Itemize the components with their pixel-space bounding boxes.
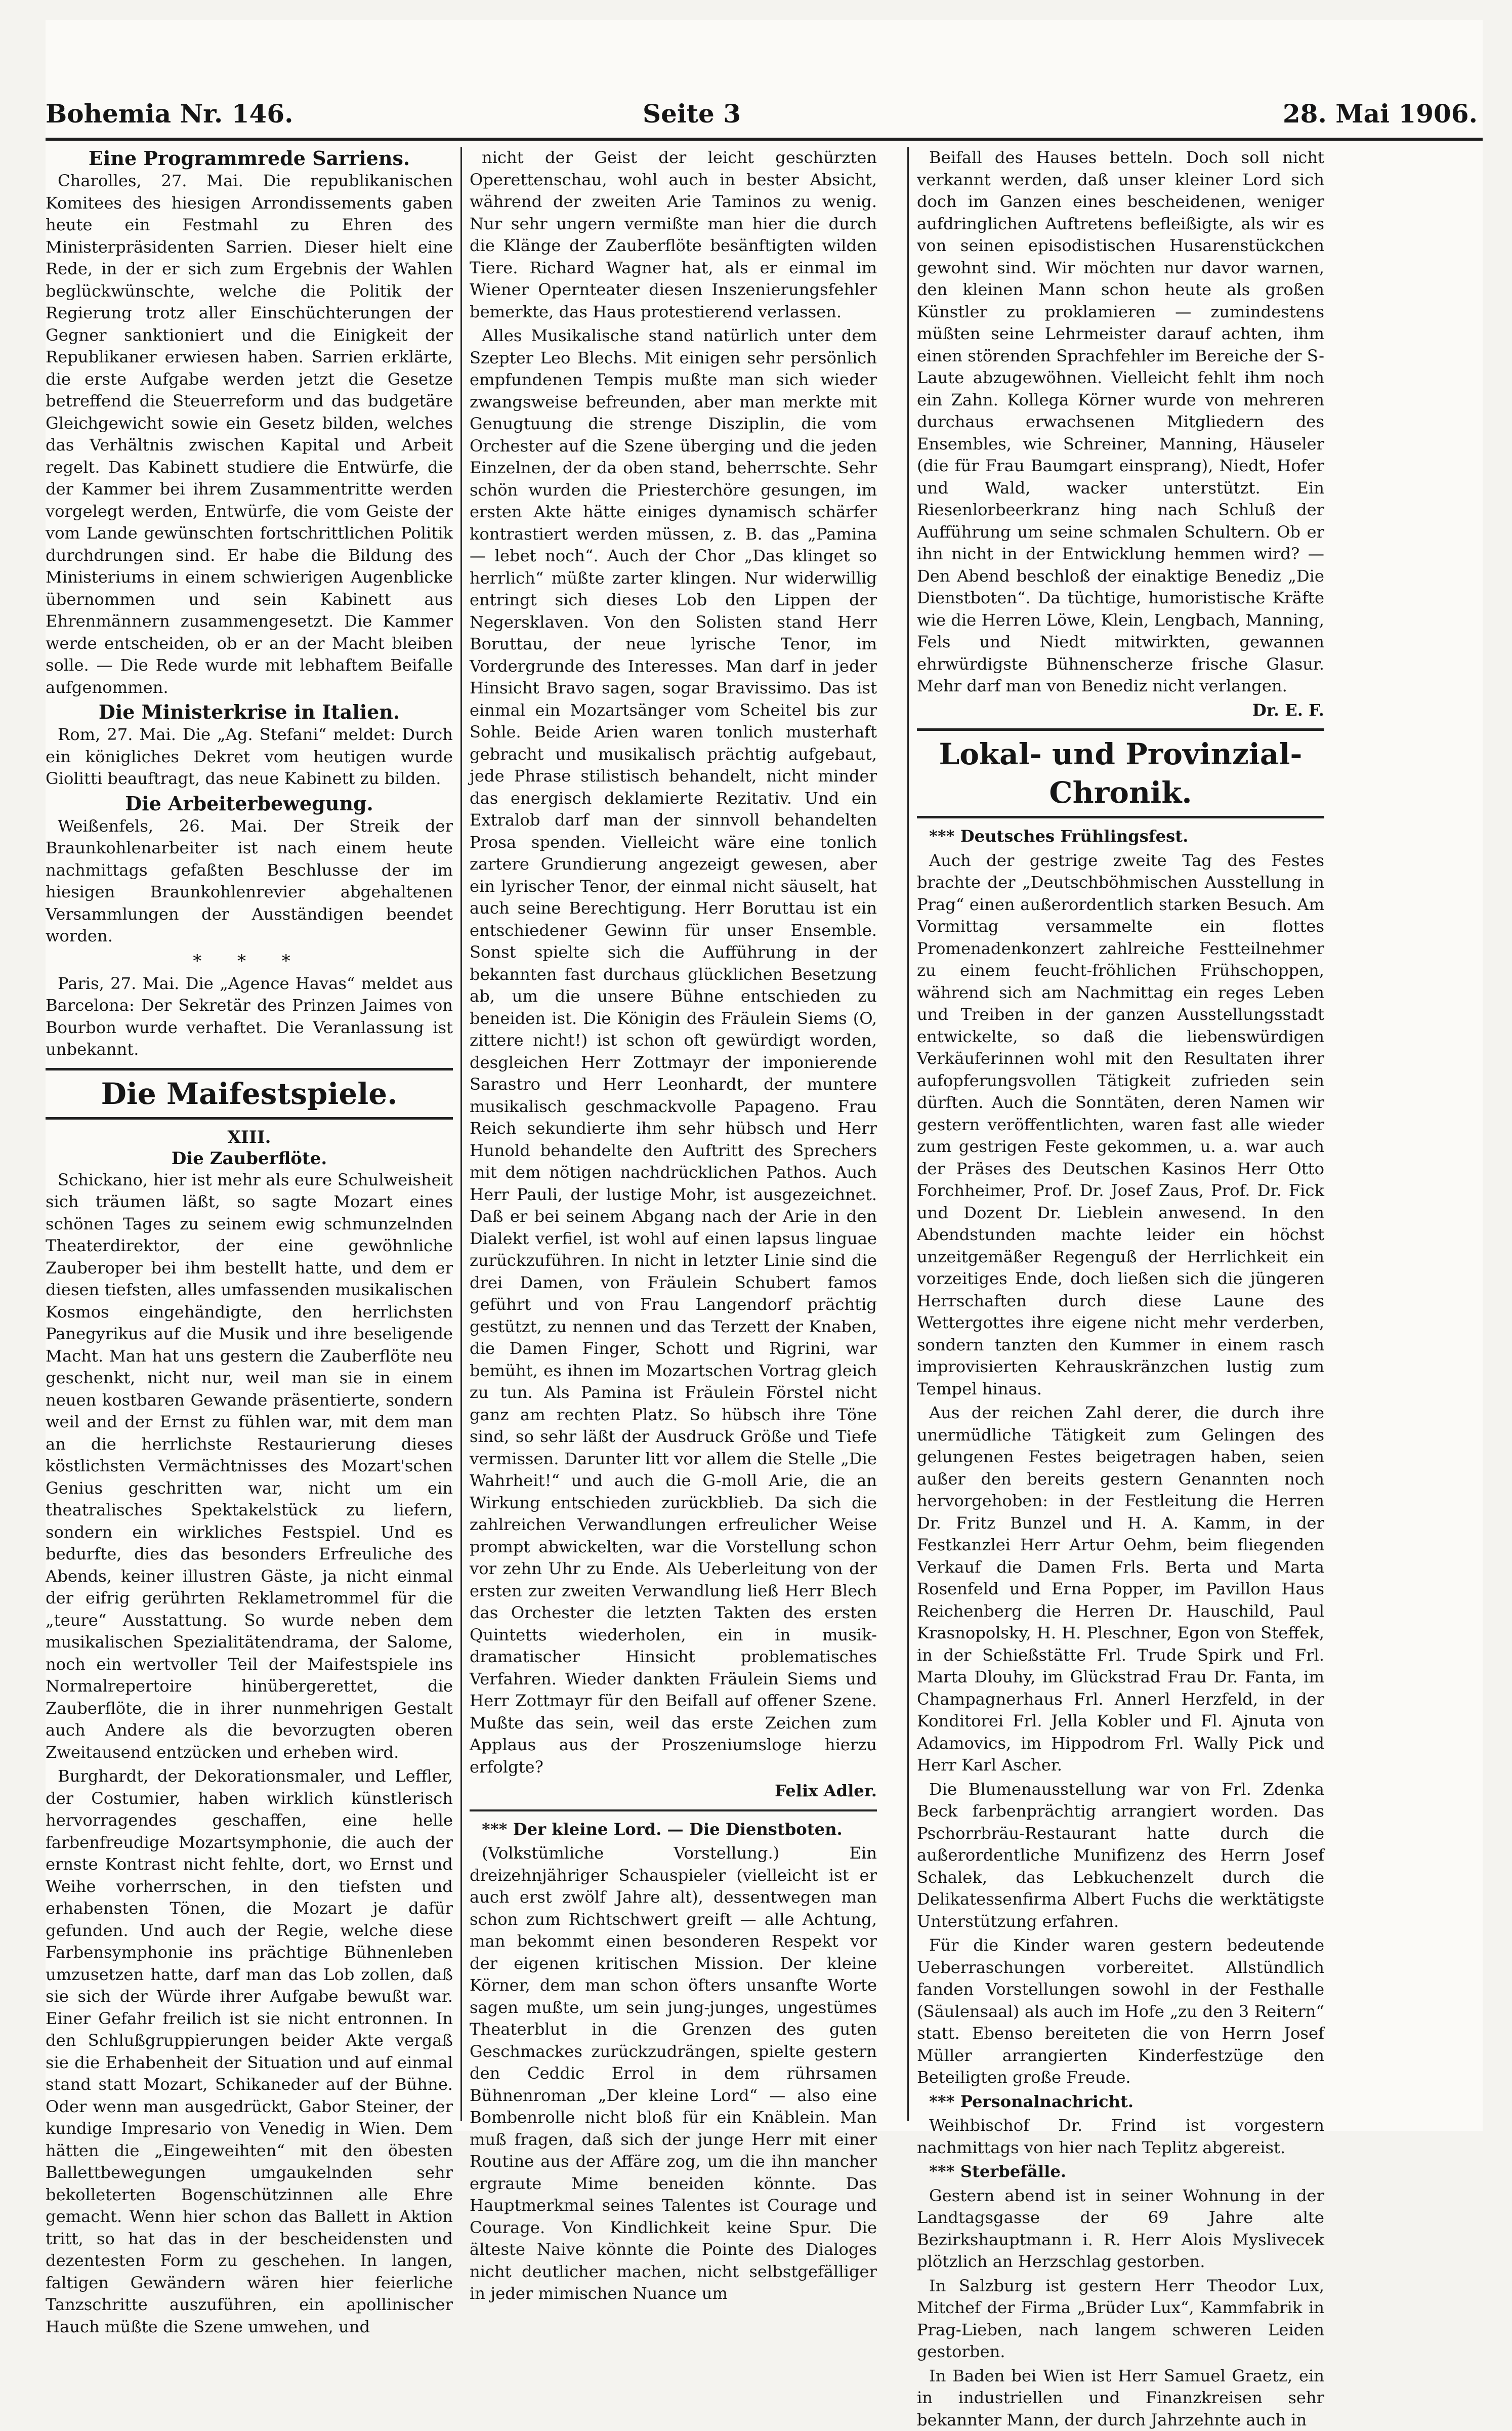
- article-title: *** Deutsches Frühlingsfest.: [917, 826, 1324, 848]
- article-title: *** Personalnachricht.: [917, 2091, 1324, 2113]
- article-text: In Salzburg ist gestern Herr Theodor Lux, Mitchef der Firma „Brüder Lux“, Kammfabrik in Prag-Lieben, nach langem schweren Leiden gestorben.: [917, 2275, 1324, 2363]
- article-text: Schickano, hier ist mehr als eure Schulweisheit sich träumen läßt, so sagte Mozart eines schönen Tages zu seinem ewig schmunzelnden Theaterdirektor, der eine gewöhnliche Zauberoper bei ihm bestellt hatte, und dem er diesen tiefsten, alles umfassenden musikalischen Kosmos eingehändigte, den herrlichsten Panegyrikus auf die Musik und ihre beseligende Macht. Man hat uns gestern die Zauberflöte neu geschenkt, nicht nur, weil man sie in einem neuen kostbaren Gewande präsentierte, sondern weil and der Ernst zu fühlen war, mit dem man an die herrlichste Restaurierung dieses köstlichsten Vermächtnisses des Mozart'schen Genius geschritten war, nicht um ein theatralisches Spektakelstück zu liefern, sondern ein wirkliches Festspiel. Und es bedurfte, dies das besonders Erfreuliche des Abends, keiner illustren Gäste, ja nicht einmal der eifrig gerührten Reklametrommel für die „teure“ Ausstattung. So wurde neben dem musikalischen Spezialitätendrama, der Salome, noch ein wertvoller Teil der Maifestspiele ins Normalrepertoire hinübergerettet, die Zauberflöte, die in ihrer nunmehrigen Gestalt auch Andere als die bevorzugten oberen Zweitausend entzücken und erheben wird.: [46, 1169, 453, 1764]
- article-text: Auch der gestrige zweite Tag des Festes brachte der „Deutschböhmischen Ausstellung in Prag“ einen außerordentlich starken Besuch. Am Vormittag versammelte ein flottes Promenadenkonzert zahlreiche Festteilnehmer zu einem feucht-fröhlichen Frühschoppen, während sich am Nachmittag ein reges Leben und Treiben in der ganzen Ausstellungsstadt entwickelte, so daß die liebenswürdigen Verkäuferinnen wohl mit den Resultaten ihrer aufopferungsvollen Tätigkeit zufrieden sein dürften. Auch die Sonntäten, deren Namen wir gestern veröffentlichten, waren fast alle wieder zum gestrigen Feste gekommen, u. a. war auch der Präses des Deutschen Kasinos Herr Otto Forchheimer, Prof. Dr. Josef Zaus, Prof. Dr. Fick und Dozent Dr. Lieblein anwesend. In den Abendstunden machte leider ein höchst unzeitgemäßer Regenguß der Herrlichkeit ein vorzeitiges Ende, doch ließen sich die jüngeren Herrschaften durch diese Laune des Wettergottes ihre eigene nicht mehr verderben, sondern tanzten den Kummer in einem rasch improvisierten Kehrauskränzchen lustig zum Tempel hinaus.: [917, 850, 1324, 1400]
- header-date: 28. Mai 1906.: [1283, 96, 1478, 132]
- article-title: *** Sterbefälle.: [917, 2161, 1324, 2183]
- article-text: Gestern abend ist in seiner Wohnung in der Landtagsgasse der 69 Jahre alte Bezirkshauptmann i. R. Herr Alois Myslivecek plötzlich an Herzschlag gestorben.: [917, 2185, 1324, 2273]
- feuilleton-number: XIII.: [46, 1127, 453, 1148]
- column-2: [470, 147, 877, 2131]
- article-text: Charolles, 27. Mai. Die republikanischen Komitees des hiesigen Arrondissements gaben heute ein Festmahl zu Ehren des Ministerpräsidenten Sarrien. Dieser hielt eine Rede, in der er sich zum Ergebnis der Wahlen beglückwünschte, welche die Politik der Regierung trotz aller Einschüchterungen der Gegner sanktioniert und die Einigkeit der Republikaner erwiesen haben. Sarrien erklärte, die erste Aufgabe werden jetzt die Gesetze betreffend die Steuerreform und das budgetäre Gleichgewicht sowie ein Gesetz bilden, welches das Verhältnis zwischen Kapital und Arbeit regelt. Das Kabinett studiere die Entwürfe, die der Kammer bei ihrem Zusammentritte werden vorgelegt werden, Entwürfe, die vom Geiste der vom Lande gewünschten fortschrittlichen Politik durchdrungen sind. Er habe die Bildung des Ministeriums in einem schwierigen Augenblicke übernommen und sein Kabinett aus Ehrenmännern zusammengesetzt. Die Kammer werde entscheiden, ob er an der Macht bleiben solle. — Die Rede wurde mit lebhaftem Beifalle aufgenommen.: [46, 170, 453, 698]
- article-title: Eine Programmrede Sarriens.: [46, 147, 453, 170]
- article-text: Aus der reichen Zahl derer, die durch ihre unermüdliche Tätigkeit zum Gelingen des gelungenen Festes beigetragen haben, seien außer den bereits gestern Genannten noch hervorgehoben: in der Festleitung die Herren Dr. Fritz Bunzel und H. A. Kamm, in der Festkanzlei Herr Artur Oehm, beim fliegenden Verkauf die Damen Frls. Berta und Marta Rosenfeld und Erna Popper, im Pavillon Haus Reichenberg die Herren Dr. Hauschild, Paul Krasnopolsky, H. H. Pleschner, Egon von Steffek, in der Schießstätte Frl. Trude Spirk und Frl. Marta Dlouhy, im Glückstrad Frau Dr. Fanta, im Champagnerhaus Frl. Annerl Herzfeld, in der Konditorei Frl. Jella Kobler und Fl. Ajnuta von Adamovics, im Hippodrom Frl. Wally Pick und Herr Karl Ascher.: [917, 1402, 1324, 1777]
- article-text: Paris, 27. Mai. Die „Agence Havas“ meldet aus Barcelona: Der Sekretär des Prinzen Jaimes von Bourbon wurde verhaftet. Die Veranlassung ist unbekannt.: [46, 973, 453, 1061]
- article-text: Weißenfels, 26. Mai. Der Streik der Braunkohlenarbeiter ist nach einem heute nachmittags gefaßten Beschlusse der im hiesigen Braunkohlenrevier abgehaltenen Versammlungen der Ausständigen beendet worden.: [46, 815, 453, 947]
- header-rule: [46, 138, 1483, 141]
- author-signature: Dr. E. F.: [917, 699, 1324, 722]
- article-title: Die Arbeiterbewegung.: [46, 792, 453, 815]
- article-text: nicht der Geist der leicht geschürzten Operettenschau, wohl auch in bester Absicht, während der zweiten Arie Taminos zu wenig. Nur sehr ungern vermißte man hier die durch die Klänge der Zauberflöte besänftigten wilden Tiere. Richard Wagner hat, als er einmal im Wiener Opernteater diesen Inszenierungsfehler bemerkte, das Haus protestierend verlassen.: [470, 147, 877, 323]
- article-text: Weihbischof Dr. Frind ist vorgestern nachmittags von hier nach Teplitz abgereist.: [917, 2115, 1324, 2159]
- separator-stars: * * *: [46, 950, 453, 973]
- article-text: Rom, 27. Mai. Die „Ag. Stefani“ meldet: Durch ein königliches Dekret vom heutigen wurde Giolitti beauftragt, das neue Kabinett zu bilden.: [46, 724, 453, 790]
- article-text: In Baden bei Wien ist Herr Samuel Graetz, ein in industriellen und Finanzkreisen sehr bekannter Mann, der durch Jahrzehnte auch in: [917, 2365, 1324, 2431]
- article-text: Für die Kinder waren gestern bedeutende Ueberraschungen vorbereitet. Allstündlich fanden Vorstellungen sowohl in der Festhalle (Säulensaal) als auch im Hofe „zu den 3 Reitern“ statt. Ebenso bereiteten die von Herrn Josef Müller arrangierten Kinderfestzüge den Beteiligten große Freude.: [917, 1934, 1324, 2089]
- column-3: [917, 147, 1324, 2131]
- header-page-number: Seite 3: [643, 96, 741, 132]
- article-title: Die Ministerkrise in Italien.: [46, 701, 453, 724]
- section-rule: [470, 1809, 877, 1811]
- author-signature: Felix Adler.: [470, 1780, 877, 1802]
- column-divider: [460, 147, 462, 2121]
- feuilleton-title: Die Maifestspiele.: [46, 1068, 453, 1120]
- column-1: [46, 147, 453, 2131]
- newspaper-page: [46, 20, 1483, 2131]
- article-text: Die Blumenausstellung war von Frl. Zdenka Beck farbenprächtig arrangiert worden. Das Pschorrbräu-Restaurant hatte durch die außerordentliche Munifizenz des Herrn Josef Schalek, das Lebkuchenzelt durch die Delikatessenfirma Albert Fuchs die werktätigste Unterstützung erfahren.: [917, 1779, 1324, 1933]
- article-text: (Volkstümliche Vorstellung.) Ein dreizehnjähriger Schauspieler (vielleicht ist er auch erst zwölf Jahre alt), dessentwegen man schon zum Richtschwert greift — alle Achtung, man bekommt einen besonderen Respekt vor der eigenen kritischen Mission. Der kleine Körner, dem man schon öfters unsanfte Worte sagen mußte, um sein jung-junges, ungestümes Theaterblut in die Grenzen des guten Geschmackes zurückzudrängen, spielte gestern den Ceddic Errol in dem rührsamen Bühnenroman „Der kleine Lord“ — also eine Bombenrolle nicht bloß für ein Knäblein. Man muß fragen, daß sich der junge Herr mit einer Routine aus der Affäre zog, um die ihn mancher ergraute Mime beneiden könnte. Das Hauptmerkmal seines Talentes ist Courage und Courage. Von Kindlichkeit keine Spur. Die älteste Naive könnte die Pointe des Dialoges nicht deutlicher machen, nicht selbstgefälliger in jeder mimischen Nuance um: [470, 1842, 877, 2305]
- page-header: [46, 96, 1483, 132]
- article-title: *** Der kleine Lord. — Die Dienstboten.: [470, 1819, 877, 1841]
- article-text: Beifall des Hauses betteln. Doch soll nicht verkannt werden, daß unser kleiner Lord sich doch im Ganzen eines bescheidenen, weniger aufdringlichen Auftretens befleißigte, als wir es von seinen episodistischen Husarenstückchen gewohnt sind. Wir möchten nur davor warnen, den kleinen Mann schon heute als großen Künstler zu proklamieren — zumindestens müßten seine Lehrmeister darauf achten, ihm einen störenden Sprachfehler im Bereiche der S-Laute abzugewöhnen. Vielleicht fehlt ihm noch ein Zahn. Kollega Körner wurde von mehreren durchaus erwachsenen Mitgliedern des Ensembles, wie Schreiner, Manning, Häuseler (die für Frau Baumgart einsprang), Niedt, Hofer und Wald, wacker unterstützt. Ein Riesenlorbeerkranz hing nach Schluß der Aufführung um seine schmalen Schultern. Ob er ihn nicht in der Entwicklung hemmen wird? — Den Abend beschloß der einaktige Benediz „Die Dienstboten“. Da tüchtige, humoristische Kräfte wie die Herren Löwe, Klein, Lengbach, Manning, Fels und Niedt mitwirkten, gewannen ehrwürdigste Bühnenscherze frische Glasur. Mehr darf man von Benediz nicht verlangen.: [917, 147, 1324, 697]
- column-divider: [907, 147, 909, 2121]
- feuilleton-subtitle: Die Zauberflöte.: [46, 1148, 453, 1169]
- article-text: Alles Musikalische stand natürlich unter dem Szepter Leo Blechs. Mit einigen sehr persönlich empfundenen Tempis mußte man sich wieder zwangsweise befreunden, aber man merkte mit Genugtuung die strenge Disziplin, die vom Orchester auf die Szene überging und die jeden Einzelnen, der da oben stand, beherrschte. Sehr schön wurden die Priesterchöre gesungen, im ersten Akte hätte einiges dynamisch schärfer kontrastiert werden müssen, z. B. das „Pamina — lebet noch“. Auch der Chor „Das klinget so herrlich“ müßte zarter klingen. Nur widerwillig entringt sich dieses Lob den Lippen der Negersklaven. Von den Solisten stand Herr Boruttau, der neue lyrische Tenor, im Vordergrunde des Interesses. Man darf in jeder Hinsicht Bravo sagen, sogar Bravissimo. Das ist einmal ein Mozartsänger vom Scheitel bis zur Sohle. Beide Arien waren tonlich musterhaft gebracht und musikalisch prächtig aufgebaut, jede Phrase stilistisch behandelt, nicht minder das energisch deklamierte Rezitativ. Und ein Extralob darf man der sinnvoll behandelten Prosa spenden. Vielleicht wäre eine tonlich zartere Grundierung angezeigt gewesen, aber ein lyrischer Tenor, der einmal nicht säuselt, hat auch seine Berechtigung. Herr Boruttau ist ein entschiedener Gewinn für unser Ensemble. Sonst spielte sich die Aufführung in der bekannten fast durchaus glücklichen Besetzung ab, um die unsere Bühne entschieden zu beneiden ist. Die Königin des Fräulein Siems (O, zittere nicht!) ist schon oft gewürdigt worden, desgleichen Herr Zottmayr der imponierende Sarastro und Herr Leonhardt, der muntere musikalisch geschmackvolle Papageno. Frau Reich sekundierte ihm sehr hübsch und Herr Hunold behandelte den Auftritt des Sprechers mit dem nötigen nachdrücklichen Pathos. Auch Herr Pauli, der lustige Mohr, ist ausgezeichnet. Daß er bei seinem Abgang nach der Arie in den Dialekt verfiel, ist wohl auf einen lapsus linguae zurückzuführen. In nicht in letzter Linie sind die drei Damen, von Fräulein Schubert famos geführt und von Frau Langendorf prächtig gestützt, zu nennen und das Terzett der Knaben, die Damen Finger, Schott und Rigrini, war bemüht, es ihnen im Mozartschen Vortrag gleich zu tun. Als Pamina ist Fräulein Förstel nicht ganz am rechten Platz. So hübsch ihre Töne sind, so sehr läßt der Ausdruck Größe und Tiefe vermissen. Darunter litt vor allem die Stelle „Die Wahrheit!“ und auch die G-moll Arie, die an Wirkung entschieden zurückblieb. Da sich die zahlreichen Verwandlungen erfreulicher Weise prompt abwickelten, war die Vorstellung schon vor zehn Uhr zu Ende. Als Ueberleitung von der ersten zur zweiten Verwandlung ließ Herr Blech das Orchester die letzten Takten des ersten Quintetts wiederholen, ein in musik-dramatischer Hinsicht problematisches Verfahren. Wieder dankten Fräulein Siems und Herr Zottmayr für den Beifall auf offener Szene. Mußte das sein, weil das erste Zeichen zum Applaus aus der Proszeniumsloge hierzu erfolgte?: [470, 325, 877, 1778]
- article-text: Burghardt, der Dekorationsmaler, und Leffler, der Costumier, haben wirklich künstlerisch hervorragendes geschaffen, eine helle farbenfreudige Mozartsymphonie, die auch der ernste Kontrast nicht fehlte, dort, wo Ernst und Weihe vorherrschen, in den tiefsten und erhabensten Tönen, die Mozart je dafür gefunden. Und auch der Regie, welche diese Farbensymphonie ins prächtige Bühnenleben umzusetzen hatte, darf man das Lob zollen, daß sie sich der Würde ihrer Aufgabe bewußt war. Einer Gefahr freilich ist sie nicht entronnen. In den Schlußgruppierungen beider Akte vergaß sie die Erhabenheit der Situation und auf einmal stand statt Mozart, Schikaneder auf der Bühne. Oder wenn man ausgedrückt, Gabor Steiner, der kundige Impresario von Venedig in Wien. Dem hätten die „Eingeweihten“ mit den öbesten Ballettbewegungen umgaukelnden sehr bekolleterten Bogenschützinnen alle Ehre gemacht. Wenn hier schon das Ballett in Aktion tritt, so hat das in der bescheidensten und dezentesten Form zu geschehen. In langen, faltigen Gewändern wären hier feierliche Tanzschritte auszuführen, ein apollinischer Hauch müßte die Szene umwehen, und: [46, 1765, 453, 2338]
- header-masthead: Bohemia Nr. 146.: [46, 96, 293, 132]
- section-title: Lokal- und Provinzial-Chronik.: [917, 728, 1324, 818]
